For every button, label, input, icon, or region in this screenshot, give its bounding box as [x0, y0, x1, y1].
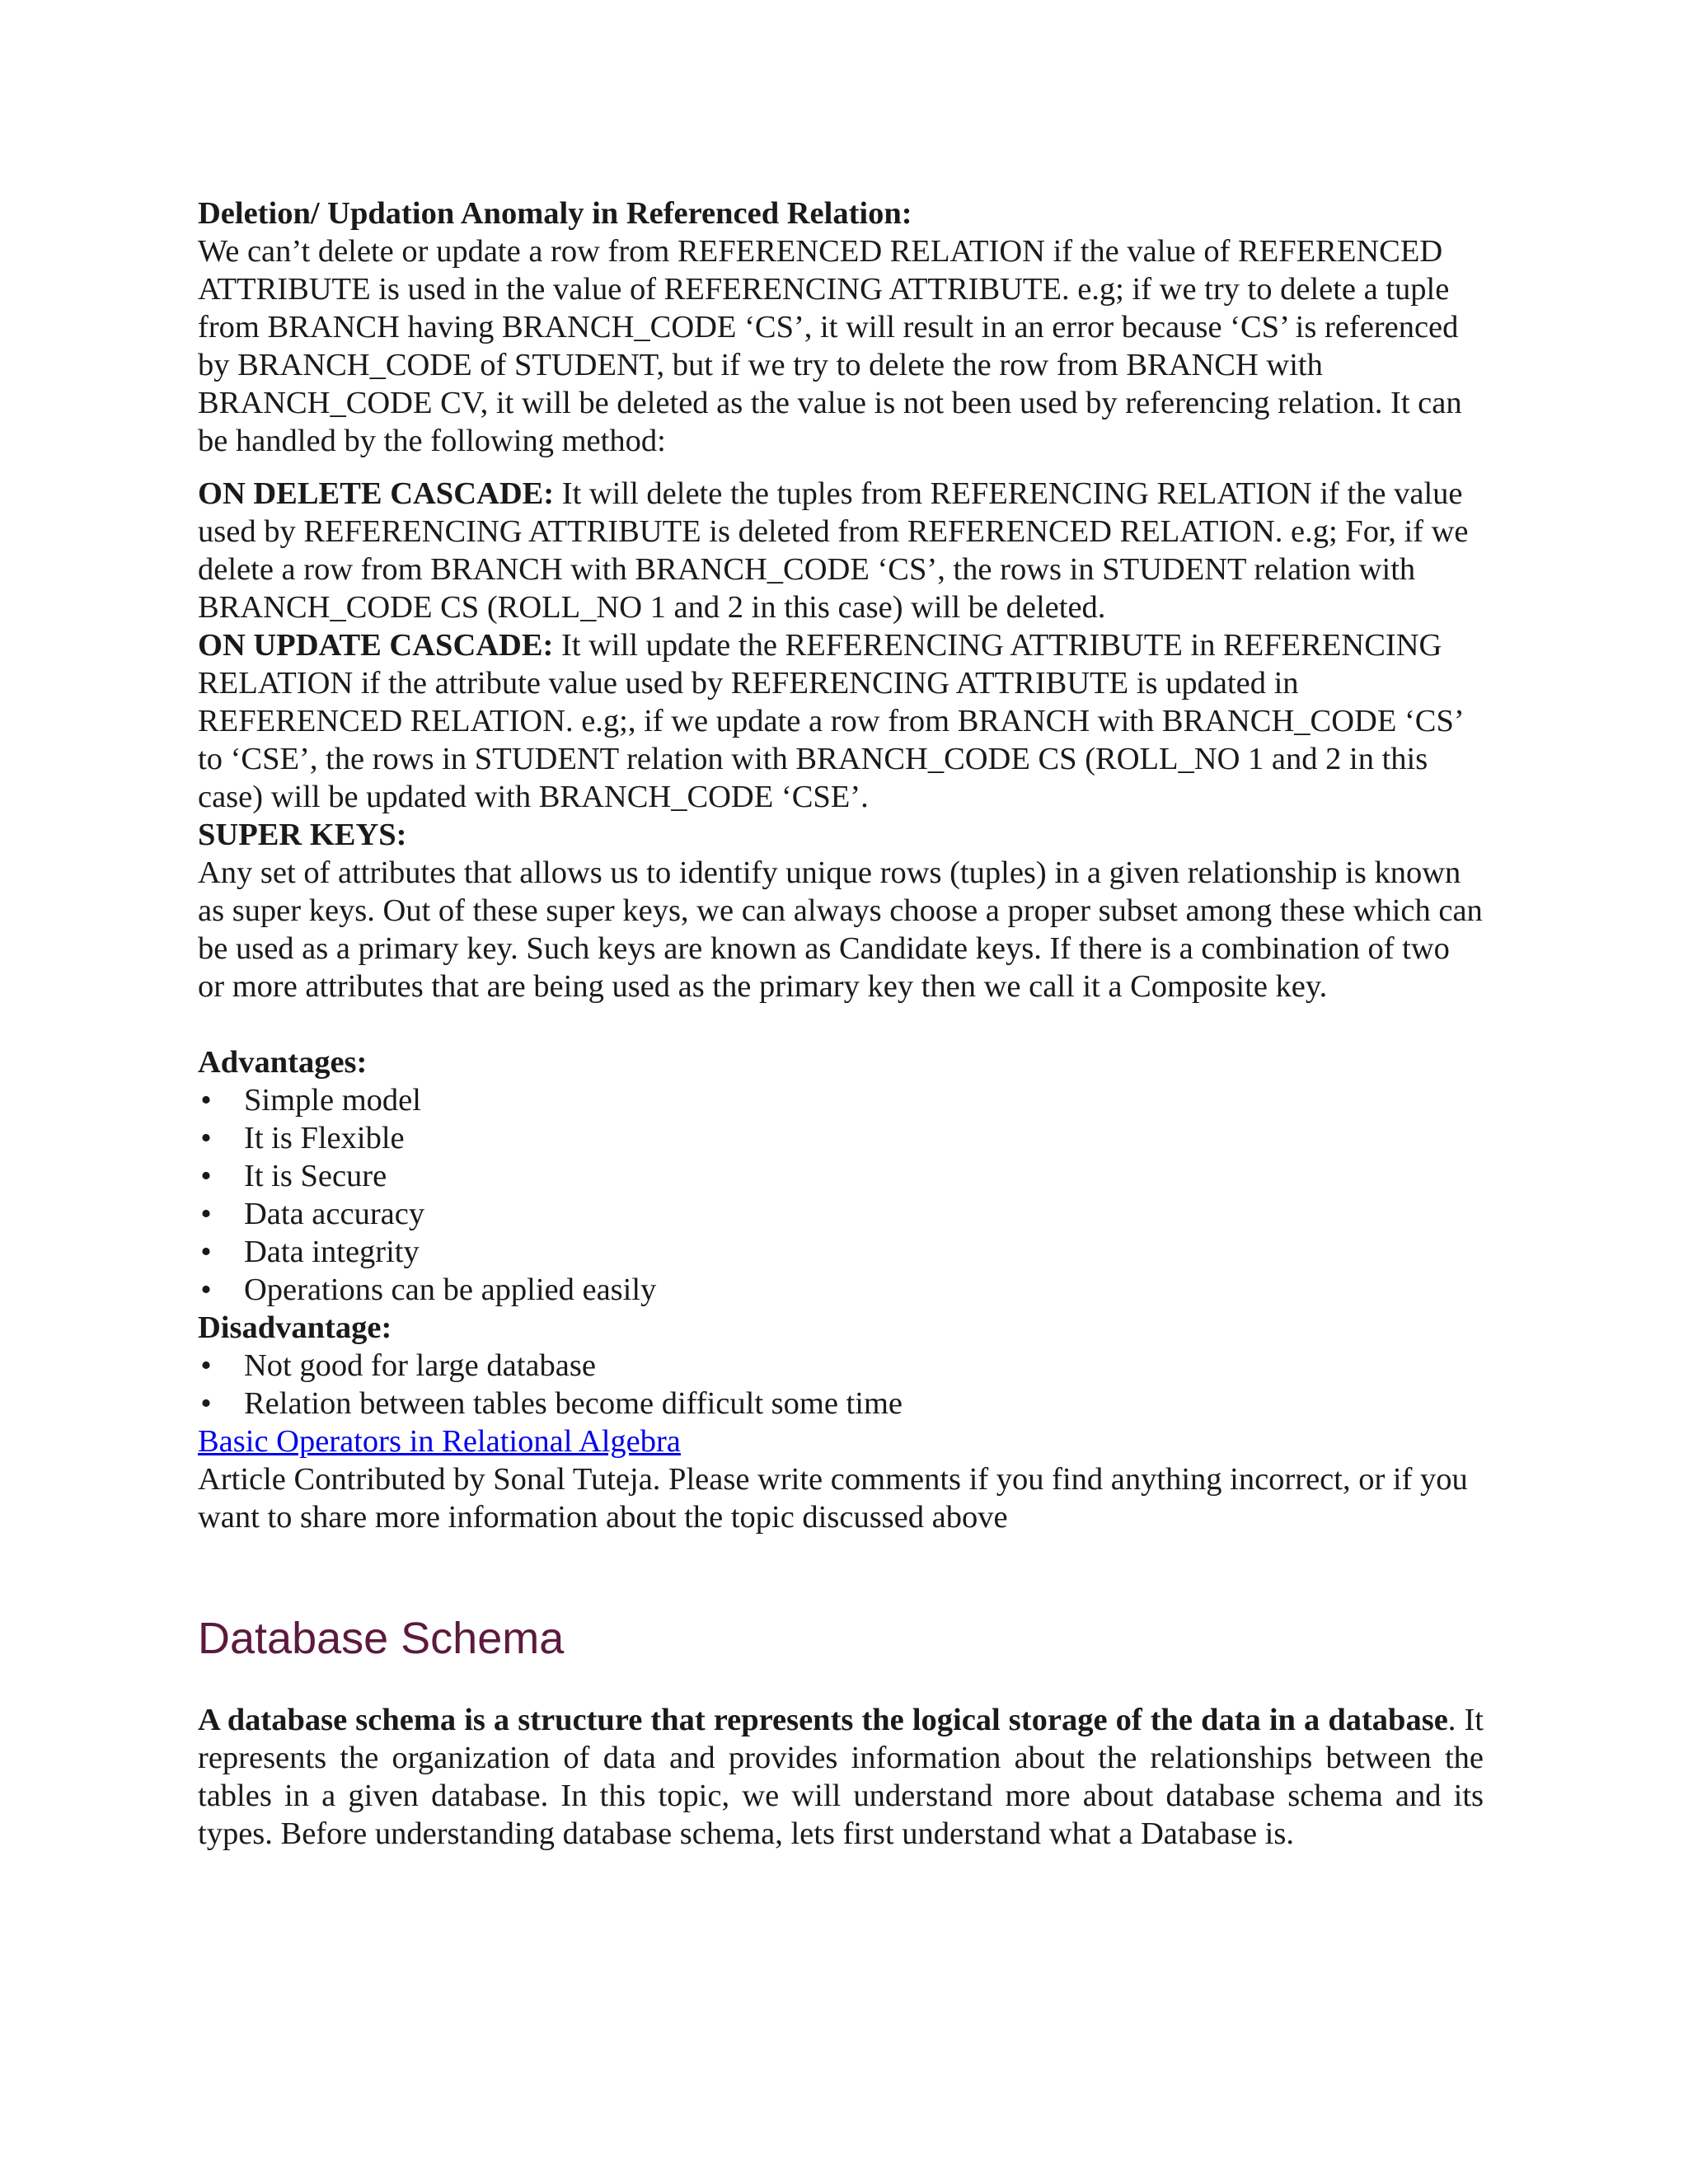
- list-item-text: Simple model: [244, 1083, 421, 1118]
- schema-intro-bold: A database schema is a structure that represents the logical storage of the data in a database: [198, 1703, 1448, 1737]
- link-paragraph: [198, 1422, 1484, 1460]
- schema-intro: [198, 1701, 1484, 1853]
- bullet-icon: •: [200, 1348, 212, 1383]
- list-item: [198, 1347, 1484, 1385]
- list-item: [198, 1385, 1484, 1422]
- referenced-relation-heading: Deletion/ Updation Anomaly in Referenced Relation:: [198, 196, 912, 231]
- credit-text: Article Contributed by Sonal Tuteja. Please write comments if you find anything incorrect, or if you want to share more information about the topic discussed above: [198, 1462, 1468, 1535]
- bullet-icon: •: [200, 1197, 212, 1231]
- list-item: [198, 1195, 1484, 1233]
- super-keys-heading: SUPER KEYS:: [198, 818, 407, 852]
- disadvantage-heading: Disadvantage:: [198, 1310, 392, 1345]
- list-item: [198, 1119, 1484, 1157]
- bullet-icon: •: [200, 1121, 212, 1155]
- list-item-text: Not good for large database: [244, 1348, 596, 1383]
- schema-intro-rest: . It represents the organization of data and provides information about the relationships between the tables in a given database. In this topic, we will understand more about database schema and its types. Before understanding database schema, lets first understand what a Database is.: [198, 1703, 1484, 1851]
- on-update-text: It will update the REFERENCING ATTRIBUTE in REFERENCING RELATION if the attribute value used by REFERENCING ATTRIBUTE is updated in REFERENCED RELATION. e.g;, if we update a row from BRANCH with BRANCH_CODE ‘CS’ to ‘CSE’, the rows in STUDENT relation with BRANCH_CODE CS (ROLL_NO 1 and 2 in this case) will be updated with BRANCH_CODE ‘CSE’.: [198, 628, 1462, 814]
- list-item: [198, 1157, 1484, 1195]
- super-keys-body: Any set of attributes that allows us to identify unique rows (tuples) in a given relationship is known as super keys. Out of these super keys, we can always choose a proper subset among these which can be used as a primary key. Such keys are known as Candidate keys. If there is a combination of two or more attributes that are being used as the primary key then we call it a Composite key.: [198, 855, 1483, 1004]
- list-item-text: Data integrity: [244, 1235, 420, 1269]
- disadvantage-list: [198, 1347, 1484, 1422]
- list-item-text: Operations can be applied easily: [244, 1272, 657, 1307]
- advantages-list: [198, 1081, 1484, 1309]
- bullet-icon: •: [200, 1235, 212, 1269]
- bullet-icon: •: [200, 1272, 212, 1307]
- bullet-icon: •: [200, 1083, 212, 1118]
- section-title: Database Schema: [198, 1614, 565, 1663]
- on-delete-paragraph: [198, 475, 1484, 626]
- on-update-paragraph: [198, 626, 1484, 816]
- document-page: [198, 194, 1484, 1853]
- list-item-text: It is Flexible: [244, 1121, 405, 1155]
- on-delete-text: It will delete the tuples from REFERENCING RELATION if the value used by REFERENCING ATTRIBUTE is deleted from REFERENCED RELATION. e.g; For, if we delete a row from BRANCH with BRANCH_CODE ‘CS’, the rows in STUDENT relation with BRANCH_CODE CS (ROLL_NO 1 and 2 in this case) will be deleted.: [198, 476, 1469, 625]
- list-item-text: Data accuracy: [244, 1197, 425, 1231]
- on-delete-label: ON DELETE CASCADE:: [198, 476, 555, 511]
- on-update-label: ON UPDATE CASCADE:: [198, 628, 554, 663]
- list-item-text: Relation between tables become difficult some time: [244, 1386, 903, 1421]
- referenced-relation-body: We can’t delete or update a row from REFERENCED RELATION if the value of REFERENCED ATTRIBUTE is used in the value of REFERENCING ATTRIBUTE. e.g; if we try to delete a tuple from BRANCH having BRANCH_CODE ‘CS’, it will result in an error because ‘CS’ is referenced by BRANCH_CODE of STUDENT, but if we try to delete the row from BRANCH with BRANCH_CODE CV, it will be deleted as the value is not been used by referencing relation. It can be handled by the following method:: [198, 234, 1462, 458]
- basic-operators-link[interactable]: Basic Operators in Relational Algebra: [198, 1424, 681, 1459]
- list-item: [198, 1081, 1484, 1119]
- list-item: [198, 1233, 1484, 1271]
- list-item-text: It is Secure: [244, 1159, 387, 1193]
- bullet-icon: •: [200, 1159, 212, 1193]
- list-item: [198, 1271, 1484, 1309]
- advantages-heading: Advantages:: [198, 1045, 368, 1080]
- bullet-icon: •: [200, 1386, 212, 1421]
